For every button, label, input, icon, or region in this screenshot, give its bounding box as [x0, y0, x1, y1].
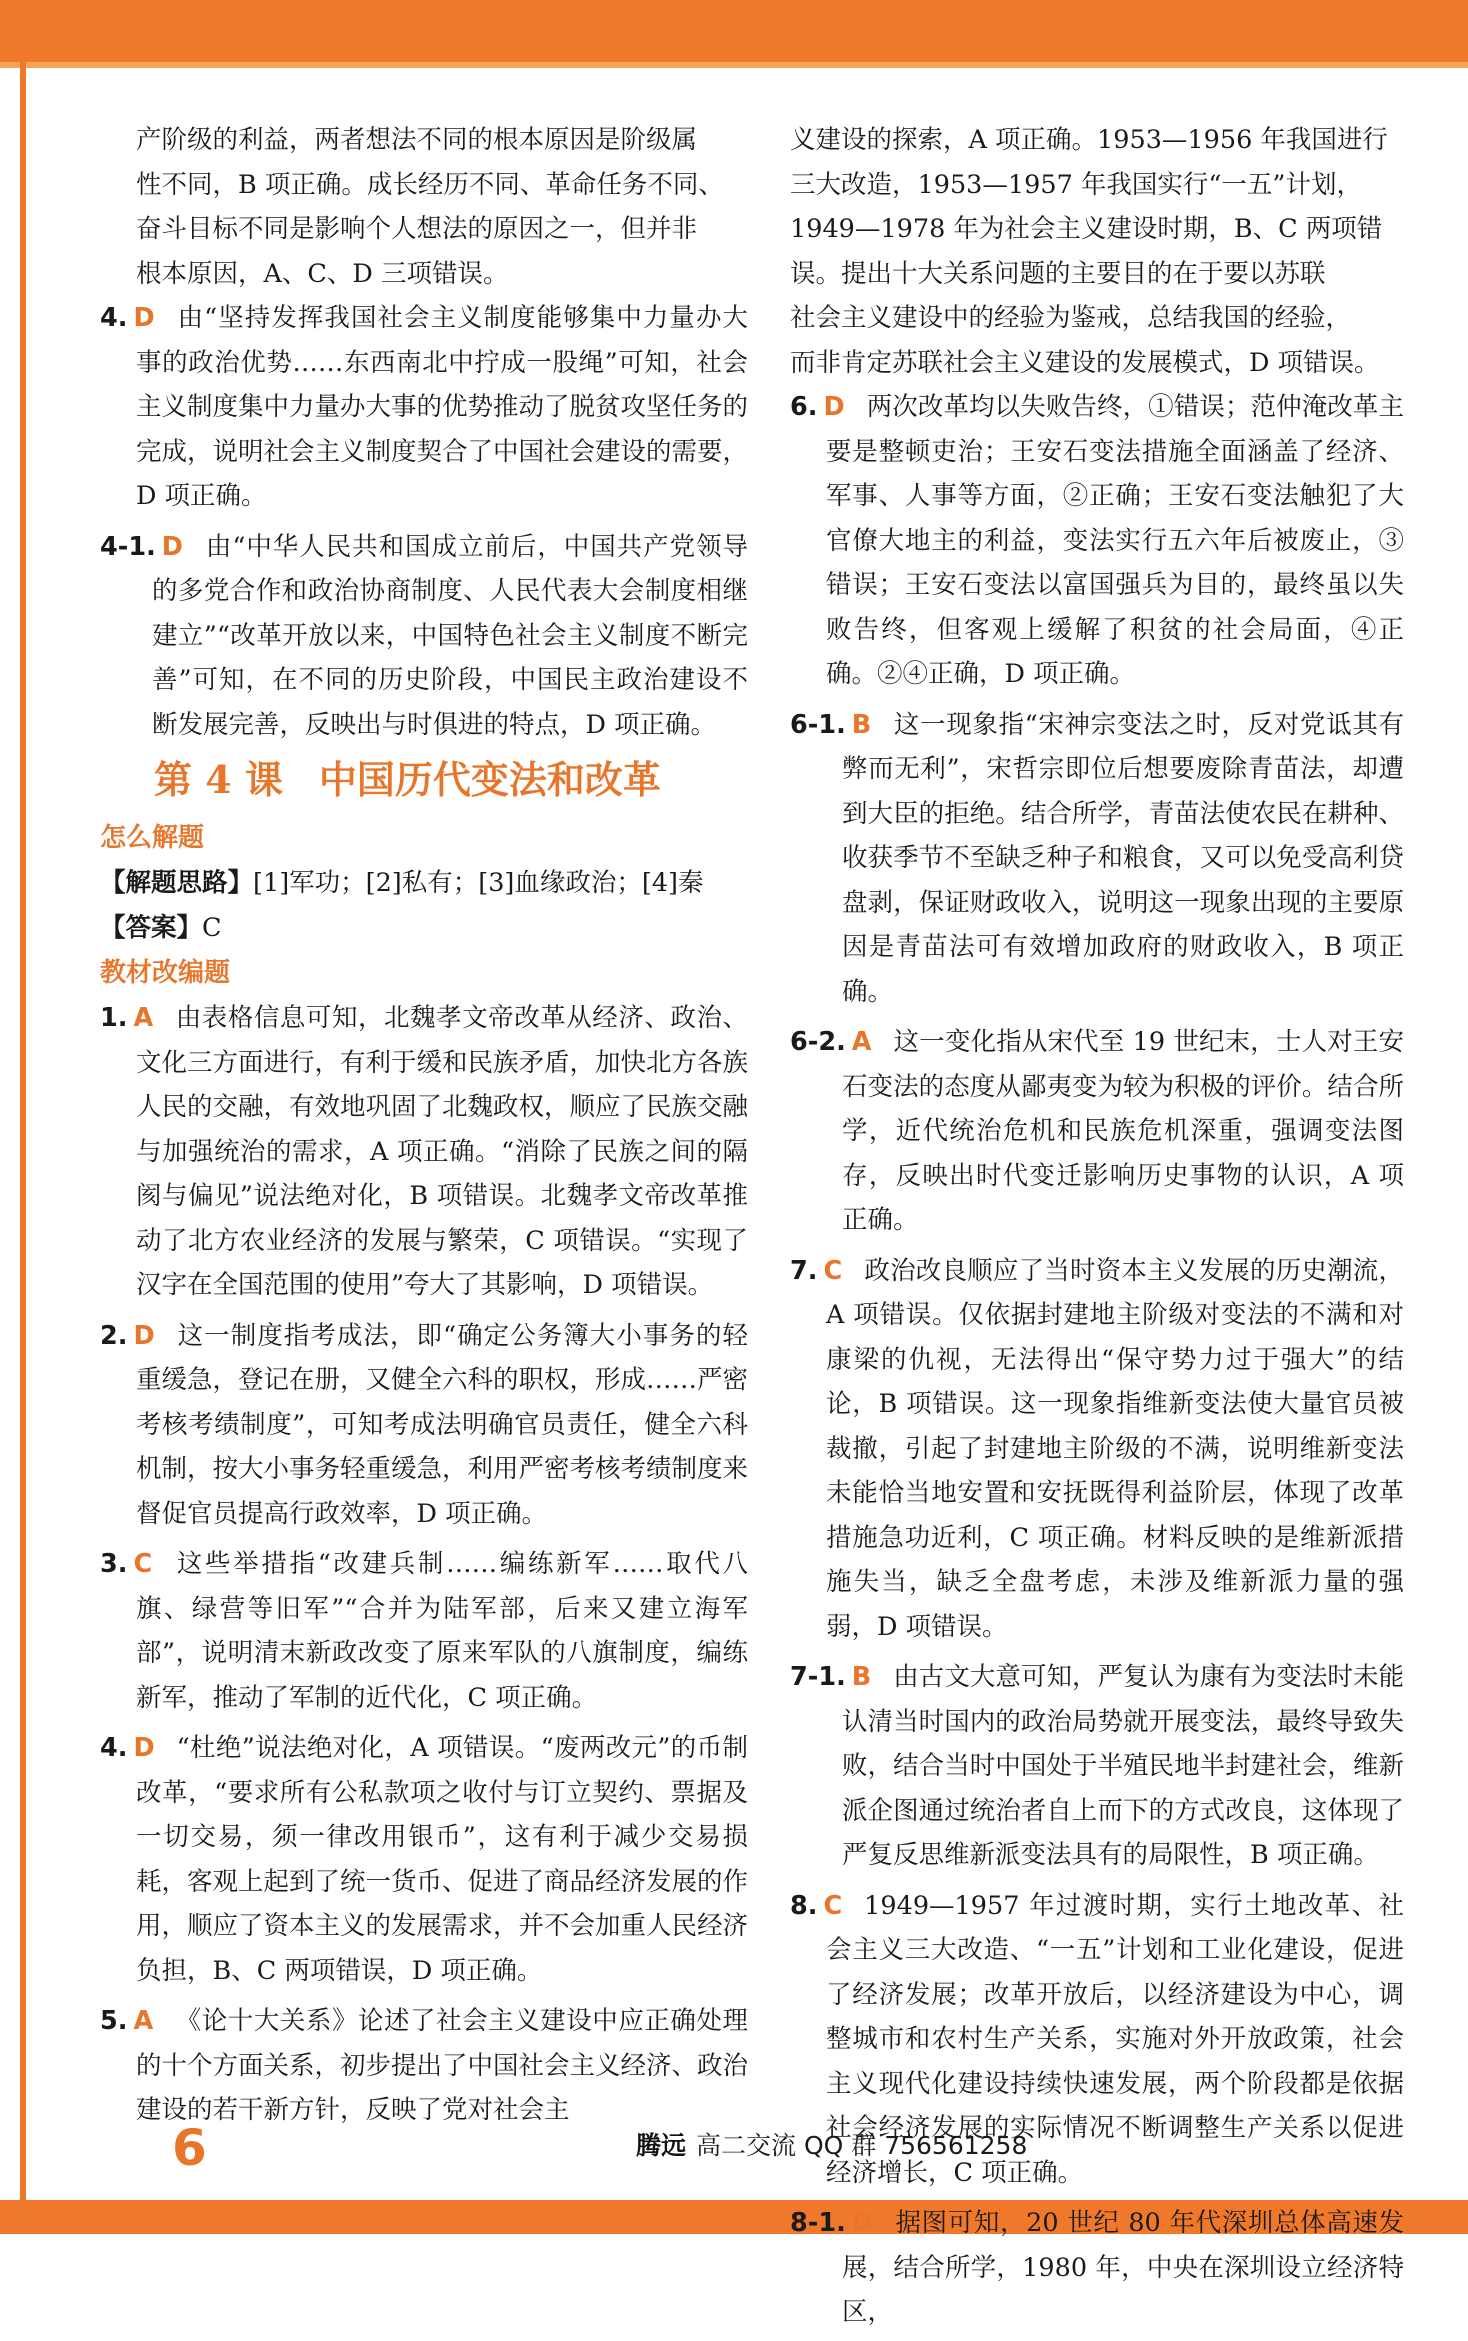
answer-letter: D	[133, 303, 155, 333]
question-explanation: 政治改良顺应了当时资本主义发展的历史潮流，A 项错误。仅依据封建地主阶级对变法的不满和对康梁的仇视，无法得出“保守势力过于强大”的结论，B 项错误。这一现象指维新变法使大量官员被裁撤，引起了封建地主阶级的不满，说明维新变法未能恰当地安置和安抚既得利益阶层，体现了改革措施急功近利，C 项正确。材料反映的是维新派措施失当，缺乏全盘考虑，未涉及维新派力量的强弱，D 项错误。	[826, 1255, 1404, 1642]
label: 【解题思路】	[100, 868, 254, 898]
answer-letter: D	[133, 1733, 155, 1763]
right-intro-line: 义建设的探索，A 项正确。1953—1956 年我国进行	[790, 125, 1388, 155]
question-number: 4.	[100, 303, 128, 333]
textbook-question-3	[100, 1542, 748, 1720]
solving-thinking	[100, 861, 748, 906]
question-4	[100, 296, 748, 519]
right-intro-line: 社会主义建设中的经验为鉴戒，总结我国的经验，	[790, 303, 1352, 333]
answer-letter: B	[851, 709, 872, 740]
answer-letter: D	[161, 531, 183, 562]
top-band	[0, 0, 1468, 62]
answer-letter: A	[133, 2006, 154, 2036]
lesson-number: 第 4 课	[154, 757, 283, 802]
right-intro-line: 1949—1978 年为社会主义建设时期，B、C 两项错	[790, 214, 1383, 244]
footer-text: 高二交流 QQ 群 756561258	[696, 2131, 1028, 2160]
question-explanation: 由“中华人民共和国成立前后，中国共产党领导的多党合作和政治协商制度、人民代表大会制度相继建立”“改革开放以来，中国特色社会主义制度不断完善”可知，在不同的历史阶段，中国民主政治建设不断发展完善，反映出与时俱进的特点，D 项正确。	[152, 531, 748, 740]
textbook-question-2	[100, 1314, 748, 1537]
question-explanation: 由表格信息可知，北魏孝文帝改革从经济、政治、文化三方面进行，有利于缓和民族矛盾，加快北方各族人民的交融，有效地巩固了北魏政权，顺应了民族交融与加强统治的需求，A 项正确。“消除了民族之间的隔阂与偏见”说法绝对化，B 项错误。北魏孝文帝改革推动了北方农业经济的发展与繁荣，C 项错误。“实现了汉字在全国范围的使用”夸大了其影响，D 项错误。	[136, 1003, 749, 1300]
section-heading-how-to-solve: 怎么解题	[100, 823, 205, 853]
answer-line	[100, 906, 748, 951]
question-7-1	[790, 1655, 1404, 1878]
left-intro-line: 产阶级的利益，两者想法不同的根本原因是阶级属	[136, 125, 698, 155]
answer-letter: D	[851, 2208, 873, 2238]
question-number: 8-1.	[790, 2208, 846, 2238]
question-explanation: 这些举措指“改建兵制……编练新军……取代八旗、绿营等旧军”“合并为陆军部，后来又建立海军部”，说明清末新政改变了原来军队的八旗制度，编练新军，推动了军制的近代化，C 项正确。	[136, 1549, 748, 1713]
answer-letter: C	[133, 1549, 153, 1579]
textbook-question-5	[100, 1999, 748, 2133]
question-8-1	[790, 2201, 1404, 2335]
question-number: 8.	[790, 1890, 818, 1921]
section-heading-textbook-adapted: 教材改编题	[100, 958, 231, 988]
left-margin-rule	[20, 62, 26, 2200]
left-column	[100, 118, 748, 2139]
question-6-2	[790, 1020, 1404, 1243]
question-number: 6-2.	[790, 1027, 846, 1057]
question-number: 7.	[790, 1255, 818, 1286]
question-6	[790, 385, 1404, 697]
question-number: 6.	[790, 392, 818, 422]
question-explanation: 由“坚持发挥我国社会主义制度能够集中力量办大事的政治优势……东西南北中拧成一股绳”可知，社会主义制度集中力量办大事的优势推动了脱贫攻坚任务的完成，说明社会主义制度契合了中国社会建设的需要，D 项正确。	[136, 303, 749, 511]
question-explanation: 据图可知，20 世纪 80 年代深圳总体高速发展，结合所学，1980 年，中央在深圳设立经济特区，	[842, 2208, 1404, 2327]
value: [1]军功；[2]私有；[3]血缘政治；[4]秦	[253, 868, 704, 898]
question-number: 5.	[100, 2006, 128, 2036]
page-number: 6	[172, 2119, 207, 2177]
answer-letter: A	[851, 1027, 872, 1057]
answer-letter: C	[823, 1890, 843, 1921]
answer-letter: C	[823, 1255, 843, 1286]
textbook-question-1	[100, 996, 748, 1308]
question-number: 1.	[100, 1003, 128, 1033]
question-explanation: 两次改革均以失败告终，①错误；范仲淹改革主要是整顿吏治；王安石变法措施全面涵盖了经济、军事、人事等方面，②正确；王安石变法触犯了大官僚大地主的利益，变法实行五六年后被废止，③错误；王安石变法以富国强兵为目的，最终虽以失败告终，但客观上缓解了积贫的社会局面，④正确。②④正确，D 项正确。	[826, 392, 1404, 689]
question-explanation: 《论十大关系》论述了社会主义建设中应正确处理的十个方面关系，初步提出了中国社会主义经济、政治建设的若干新方针，反映了党对社会主	[136, 2006, 749, 2125]
question-explanation: 这一制度指考成法，即“确定公务簿大小事务的轻重缓急，登记在册，又健全六科的职权，形成……严密考核考绩制度”，可知考成法明确官员责任，健全六科机制，按大小事务轻重缓急，利用严密考核考绩制度来督促官员提高行政效率，D 项正确。	[136, 1320, 749, 1529]
question-6-1	[790, 703, 1404, 1015]
right-intro-line: 三大改造，1953—1957 年我国实行“一五”计划，	[790, 169, 1362, 200]
left-intro-line: 根本原因，A、C、D 三项错误。	[136, 258, 509, 289]
label: 【答案】	[100, 912, 203, 943]
question-number: 6-1.	[790, 709, 846, 740]
answer-letter: A	[133, 1003, 154, 1033]
right-intro-line: 而非肯定苏联社会主义建设的发展模式，D 项错误。	[790, 347, 1380, 378]
lesson-title	[100, 753, 748, 807]
question-explanation: 由古文大意可知，严复认为康有为变法时未能认清当时国内的政治局势就开展变法，最终导致失败，结合当时中国处于半殖民地半封建社会，维新派企图通过统治者自上而下的方式改良，这体现了严复反思维新派变法具有的局限性，B 项正确。	[842, 1662, 1404, 1870]
top-band-stripe	[0, 62, 1468, 68]
question-number: 3.	[100, 1549, 128, 1579]
left-intro-line: 奋斗目标不同是影响个人想法的原因之一，但并非	[136, 214, 698, 244]
brand-logo-text: 腾远	[636, 2131, 687, 2160]
question-number: 7-1.	[790, 1662, 846, 1692]
question-explanation: 1949—1957 年过渡时期，实行土地改革、社会主义三大改造、“一五”计划和工业化建设，促进了经济发展；改革开放后，以经济建设为中心，调整城市和农村生产关系，实施对外开放政策，社会主义现代化建设持续快速发展，两个阶段都是依据社会经济发展的实际情况不断调整生产关系以促进经济增长，C 项正确。	[826, 1890, 1404, 2188]
right-column	[790, 118, 1404, 2341]
textbook-question-4	[100, 1726, 748, 1993]
question-explanation: “杜绝”说法绝对化，A 项错误。“废两改元”的币制改革，“要求所有公私款项之收付与订立契约、票据及一切交易，须一律改用银币”，这有利于减少交易损耗，客观上起到了统一货币、促进了商品经济发展的作用，顺应了资本主义的发展需求，并不会加重人民经济负担，B、C 两项错误，D 项正确。	[136, 1733, 749, 1986]
question-7	[790, 1249, 1404, 1650]
lesson-name: 中国历代变法和改革	[318, 757, 661, 802]
question-4-1	[100, 525, 748, 748]
question-number: 4.	[100, 1733, 128, 1763]
answer-letter: B	[851, 1662, 872, 1692]
left-intro-line: 性不同，B 项正确。成长经历不同、革命任务不同、	[136, 169, 724, 200]
question-explanation: 这一变化指从宋代至 19 世纪末，士人对王安石变法的态度从鄙夷变为较为积极的评价。结合所学，近代统治危机和民族危机深重，强调变法图存，反映出时代变迁影响历史事物的认识，A 项正确。	[842, 1027, 1404, 1235]
answer-letter: D	[823, 392, 845, 422]
footer	[636, 2128, 1027, 2164]
right-intro-line: 误。提出十大关系问题的主要目的在于要以苏联	[790, 258, 1326, 289]
value: C	[202, 912, 222, 943]
question-explanation: 这一现象指“宋神宗变法之时，反对党诋其有弊而无利”，宋哲宗即位后想要废除青苗法，却遭到大臣的拒绝。结合所学，青苗法使农民在耕种、收获季节不至缺乏种子和粮食，又可以免受高利贷盘剥，保证财政收入，说明这一现象出现的主要原因是青苗法可有效增加政府的财政收入，B 项正确。	[842, 709, 1404, 1007]
question-number: 4-1.	[100, 531, 156, 562]
answer-letter: D	[133, 1320, 155, 1351]
question-number: 2.	[100, 1320, 128, 1351]
